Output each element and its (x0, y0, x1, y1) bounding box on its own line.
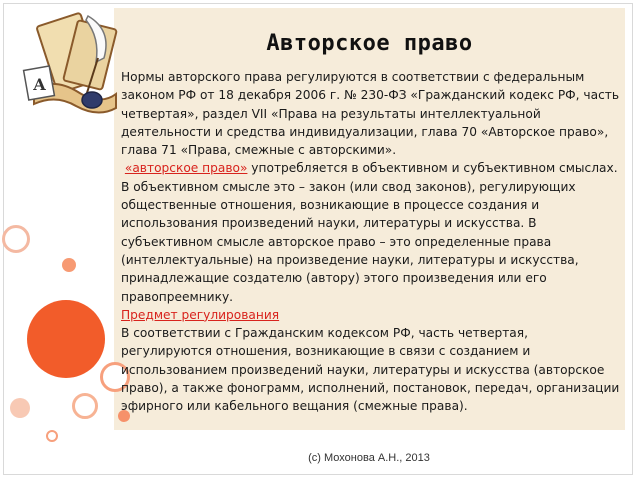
decor-dot (10, 398, 30, 418)
decor-circle-large (27, 300, 105, 378)
logo-letter: А (33, 75, 47, 94)
intro-paragraph: Нормы авторского права регулируются в соответствии с федеральным законом РФ от 18 декабря 2006 г. № 230-ФЗ «Гражданский кодекс РФ, часть четвертая», раздел VII «Права на результаты интеллектуальной деятельности и средства индивидуализации, глава 70 «Авторское право», глава 71 «Права, смежные с авторскими». (121, 70, 620, 158)
decor-ring (2, 225, 30, 253)
term-paragraph (121, 159, 621, 305)
page-title: Авторское право (266, 31, 473, 56)
footer-copyright: (c) Мохонова А.Н., 2013 (308, 452, 430, 464)
slide-body (121, 68, 621, 416)
term-link[interactable]: «авторское право» (124, 161, 248, 176)
decor-ring (46, 430, 58, 442)
quill-scroll-logo-icon (16, 10, 126, 120)
subject-paragraph: В соответствии с Гражданским кодексом РФ, часть четвертая, регулируются отношения, возникающие в связи с созданием и использованием произведений науки, литературы и искусства (авторское право), а также фонограмм, исполнений, постановок, передач, организации эфирного или кабельного вещания (смежные права). (121, 326, 620, 414)
decor-dot (62, 258, 76, 272)
subject-heading-paragraph (121, 306, 621, 324)
term-description: употребляется в объективном и субъективном смыслах. В объективном смысле это – закон (или свод законов), регулирующих общественные отношения, возникающие в процессе создания и использования произведений науки, литературы и искусства. В субъективном смысле авторское право – это определенные права (интеллектуальные) на произведение науки, литературы и искусства, принадлежащие создателю (автору) этого произведения или его правопреемнику. (121, 161, 618, 304)
decor-ring (72, 393, 98, 419)
subject-link[interactable]: Предмет регулирования (121, 307, 280, 322)
